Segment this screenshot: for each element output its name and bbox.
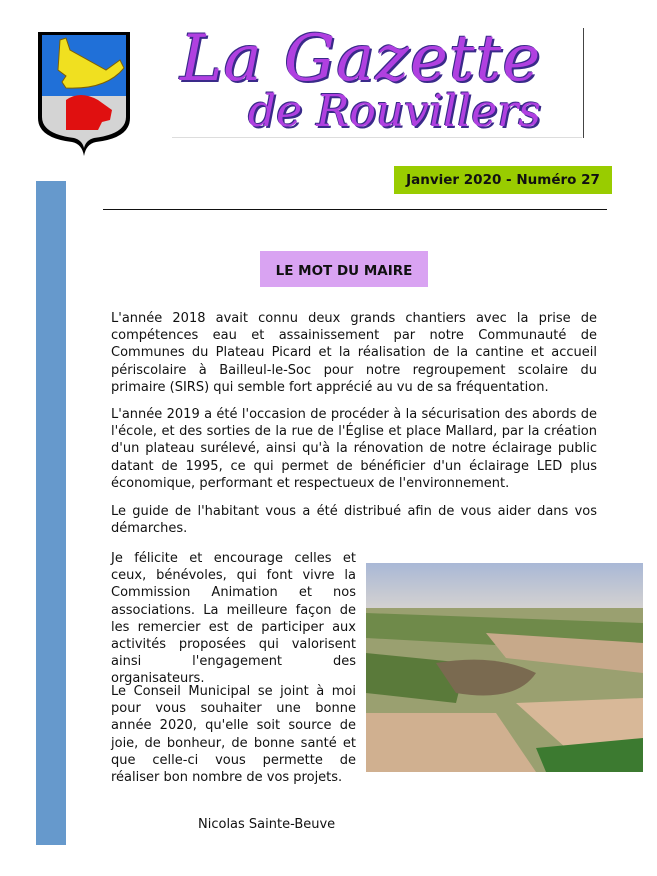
masthead-underline — [172, 137, 582, 138]
paragraph: Le guide de l'habitant vous a été distribué afin de vous aider dans vos démarches. — [111, 504, 597, 537]
paragraph: Je félicite et encourage celles et ceux, bénévoles, qui font vivre la Commission Animation et nos associations. La meilleure façon de les remercier est de participer aux activités proposées qui valorisent ainsi l'engagement des organisateurs. — [111, 551, 356, 687]
masthead-divider — [583, 28, 584, 138]
paragraph: Le Conseil Municipal se joint à moi pour vous souhaiter une bonne année 2020, qu'elle soit source de joie, de bonheur, de bonne santé et que celle-ci vous permette de réaliser bon nombre de vos projets. — [111, 684, 356, 786]
sidebar-bar — [36, 181, 66, 845]
paragraph: L'année 2018 avait connu deux grands chantiers avec la prise de compétences eau et assainissement par notre Communauté de Communes du Plateau Picard et la réalisation de la cantine et accueil périscolaire à Bailleul-le-Soc pour notre regroupement scolaire du primaire (SIRS) qui semble fort apprécié au vu de sa fréquentation. — [111, 311, 597, 395]
signature: Nicolas Sainte-Beuve — [198, 817, 336, 832]
header-rule — [103, 209, 607, 210]
masthead-title: La Gazette — [180, 22, 542, 96]
paragraph: L'année 2019 a été l'occasion de procéder à la sécurisation des abords de l'école, et des sorties de la rue de l'Église et place Mallard, par la création d'un plateau surélevé, ainsi qu'à la rénovation de notre éclairage public datant de 1995, ce qui permet de bénéficier d'un éclairage LED plus économique, performant et respectueux de l'environnement. — [111, 407, 597, 491]
section-heading: LE MOT DU MAIRE — [260, 251, 428, 287]
masthead-subtitle: de Rouvillers — [248, 86, 541, 137]
coat-of-arms-icon — [36, 30, 132, 158]
issue-badge: Janvier 2020 - Numéro 27 — [394, 166, 612, 194]
aerial-village-photo — [366, 563, 643, 772]
